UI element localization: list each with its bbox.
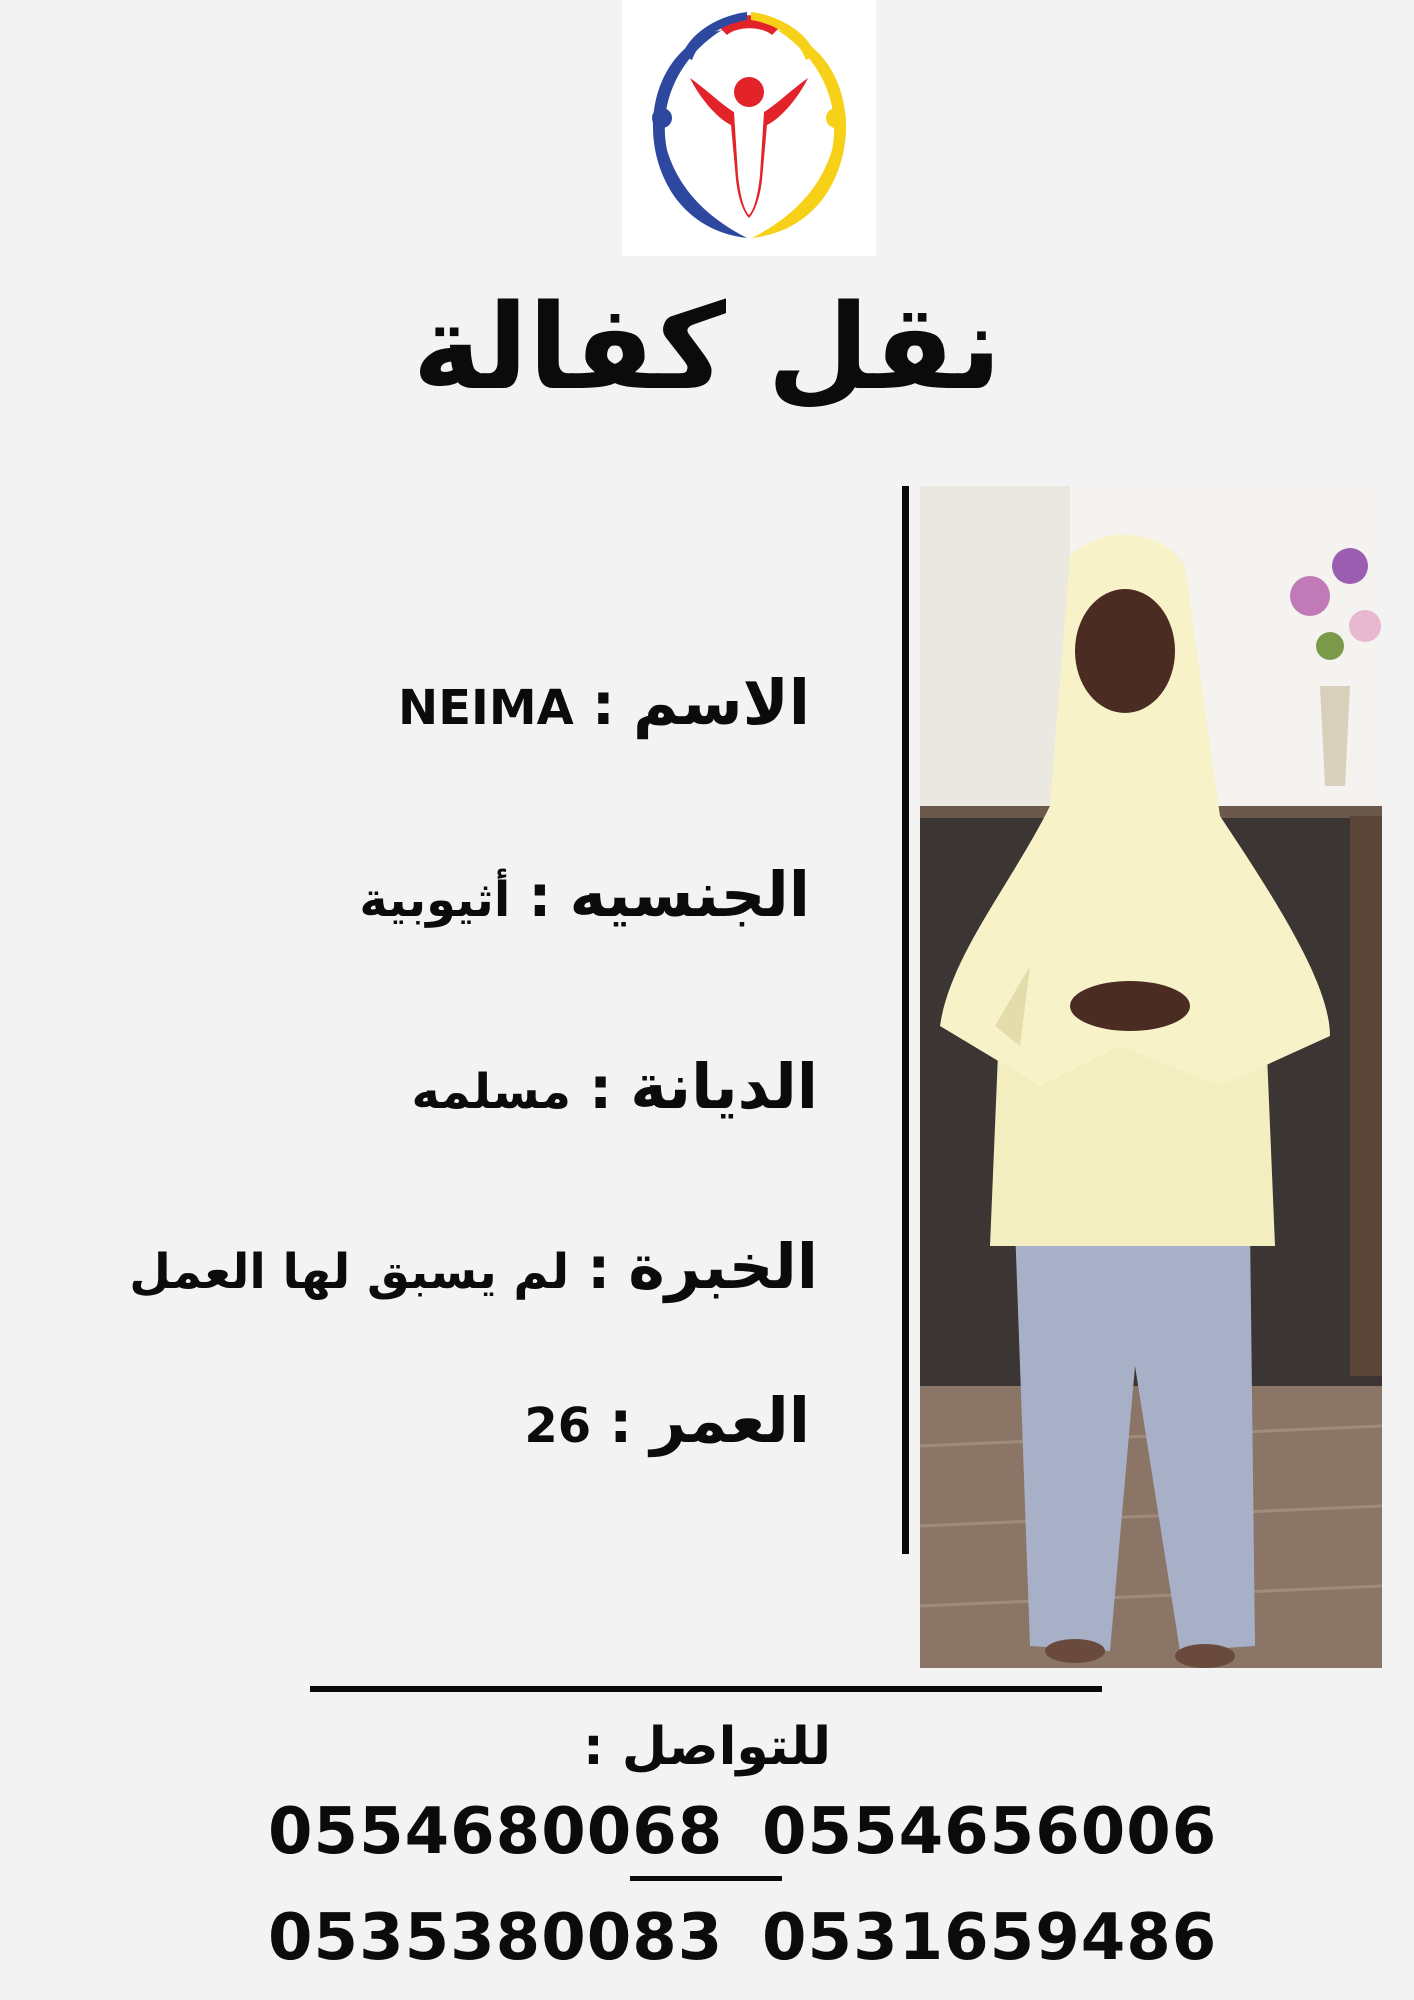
page-title: نقل كفالة [412,278,1002,416]
phone-number-1[interactable]: 0554680068 [268,1795,724,1869]
experience-label: الخبرة [628,1230,818,1303]
religion-label: الديانة [630,1050,818,1123]
nationality-separator: : [528,862,552,930]
organization-logo [622,0,876,256]
horizontal-divider [310,1686,1102,1692]
religion-value: مسلمه [411,1064,571,1120]
name-label: الاسم [632,666,810,739]
people-circle-logo-icon [622,0,876,256]
name-separator: : [591,670,615,738]
phone-number-2[interactable]: 0554656006 [762,1795,1218,1869]
info-name-row [398,666,810,739]
info-religion-row [412,1050,818,1123]
age-separator: : [609,1388,633,1456]
nationality-label: الجنسيه [569,858,810,931]
age-label: العمر [650,1384,810,1457]
experience-value: لم يسبق لها العمل [129,1244,570,1300]
phone-number-4[interactable]: 0531659486 [762,1901,1218,1975]
phone-separator-line [630,1876,782,1881]
info-age-row [524,1384,810,1457]
phone-number-3[interactable]: 0535380083 [268,1901,724,1975]
worker-photo [920,486,1382,1668]
info-nationality-row [359,858,810,931]
experience-separator: : [587,1234,611,1302]
religion-separator: : [589,1054,613,1122]
vertical-divider [902,486,909,1554]
nationality-value: أثيوبية [359,872,511,928]
name-value: NEIMA [398,680,574,736]
contact-label: للتواصل : [583,1717,831,1777]
info-experience-row [129,1230,818,1303]
age-value: 26 [524,1398,592,1454]
